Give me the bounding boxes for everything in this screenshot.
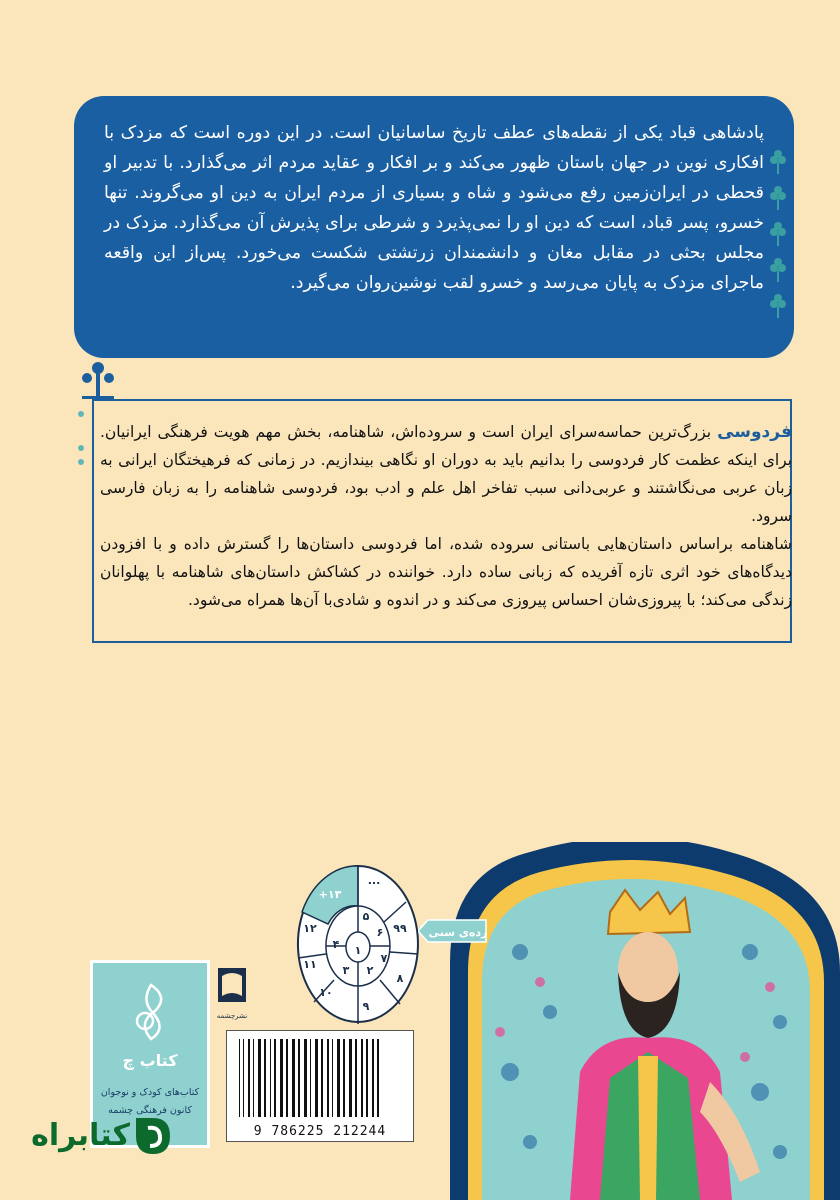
king-illustration	[420, 842, 840, 1200]
age-outer-label: ...	[367, 874, 381, 887]
barcode-bar	[280, 1039, 283, 1117]
barcode-bar	[298, 1039, 300, 1117]
summary-paragraph: پادشاهی قباد یکی از نقطه‌های عطف تاریخ ساسانیان است. در این دوره است که مزدک با افکاری نوین در جهان باستان ظهور می‌کند و بر افکار و عقاید مردم اثر می‌گذارد. با تدبیر او قحطی در ایران‌زمین رفع می‌شود و شاه و بسیاری از مردم ایران به دین او می‌گروند. تنها خسرو، پسر قباد، است که دین او را نمی‌پذیرد و شرطی برای پذیرش آن می‌گذارد. مزدک در مجلس بحثی در مقابل مغان و دانشمندان زرتشتی شکست می‌خورد. پس‌از این واقعه ماجرای مزدک به پایان می‌رسد و خسرو لقب نوشین‌روان می‌گیرد.	[104, 123, 764, 293]
age-inner-label: ۶	[376, 926, 384, 939]
barcode-bar	[243, 1039, 244, 1117]
ferdowsi-paragraph-2: شاهنامه براساس داستان‌هایی باستانی سروده شده، اما فردوسی داستان‌ها را گسترش داده و با افزودن دیدگاه‌های خود اثری تازه آفریده که زبانی ساده دارد. خواننده در کشاکش داستان‌های شاهنامه با پهلوانان زندگی می‌کند؛ با پیروزی‌شان احساس پیروزی می‌کند و در اندوه و شادی‌با آن‌ها همراه می‌شود.	[100, 535, 792, 609]
publisher-label: نشرچشمه	[216, 1012, 248, 1020]
barcode-bar	[264, 1039, 266, 1117]
barcode-bar	[349, 1039, 352, 1117]
age-inner-label: ۲	[366, 964, 374, 977]
barcode-bar	[270, 1039, 271, 1117]
ferdowsi-text	[100, 418, 792, 614]
barcode-bar	[292, 1039, 295, 1117]
barcode-bar	[304, 1039, 307, 1117]
age-outer-label: ۱۰	[319, 986, 333, 999]
barcode-bar	[372, 1039, 374, 1117]
barcode-bars	[237, 1039, 405, 1117]
age-inner-label: ۴	[332, 938, 340, 951]
barcode-bar	[332, 1039, 333, 1117]
barcode-bar	[366, 1039, 368, 1117]
age-outer-label: ۹۹	[393, 922, 407, 935]
barcode-bar	[315, 1039, 318, 1117]
age-badge-label: رده‌ی سنی	[428, 926, 488, 939]
age-inner-label: ۷	[380, 952, 388, 965]
fleur-ornament-icon	[756, 150, 796, 330]
series-emblem-icon	[123, 981, 179, 1045]
age-outer-label: ۸	[396, 972, 404, 985]
barcode-bar	[343, 1039, 345, 1117]
dot-decoration-icon	[74, 400, 88, 490]
barcode-bar	[337, 1039, 340, 1117]
barcode-bar	[248, 1039, 250, 1117]
ferdowsi-paragraph-1	[100, 418, 792, 530]
age-outer-label: ۱۲	[303, 922, 317, 935]
barcode-bar	[239, 1039, 240, 1117]
series-brand: کتاب ‌چ	[122, 1051, 178, 1070]
age-outer-label: ۹	[362, 1000, 370, 1013]
age-outer-label: ۱۱	[303, 958, 317, 971]
barcode-bar	[274, 1039, 276, 1117]
age-range-chart	[296, 862, 420, 1026]
barcode-bar	[310, 1039, 311, 1117]
age-highlight-label: +۱۳	[318, 888, 342, 901]
ketabrah-label: کتابراه	[31, 1118, 130, 1153]
barcode-bar	[253, 1039, 254, 1117]
age-badge	[418, 918, 488, 944]
barcode-bar	[286, 1039, 288, 1117]
summary-box	[74, 96, 794, 358]
barcode-bar	[327, 1039, 329, 1117]
barcode-bar	[377, 1039, 379, 1117]
isbn-number: 9 786225 212244	[253, 1124, 387, 1139]
age-inner-label: ۵	[362, 910, 370, 923]
ketabrah-watermark	[31, 1110, 178, 1160]
barcode-bar	[361, 1039, 363, 1117]
age-center-label: ۱	[354, 944, 362, 957]
barcode-bar	[258, 1039, 261, 1117]
age-inner-label: ۳	[342, 964, 350, 977]
publisher-logo	[216, 964, 248, 1028]
ferdowsi-paragraph-1-text: بزرگ‌ترین حماسه‌سرای ایران است و سروده‌اش، شاهنامه، بخش مهم هویت فرهنگی ایرانیان. برای اینکه عظمت کار فردوسی را بدانیم باید به دوران او نگاهی بیندازیم. در زمانی که فرهیختگان ایرانی به زبان عربی می‌نگاشتند و عربی‌دانی سبب تفاخر اهل علم و ادب بود، فردوسی شاهنامه را به زبان فارسی سرود.	[100, 423, 792, 525]
series-line-2: کانون فرهنگی چشمه	[108, 1105, 192, 1116]
barcode-bar	[321, 1039, 323, 1117]
ketabrah-logo-icon	[134, 1116, 172, 1156]
series-line-1: کتاب‌های کودک و نوجوان	[100, 1087, 200, 1098]
ferdowsi-title: فردوسی	[717, 422, 792, 442]
barcode	[226, 1030, 414, 1142]
barcode-bar	[355, 1039, 357, 1117]
